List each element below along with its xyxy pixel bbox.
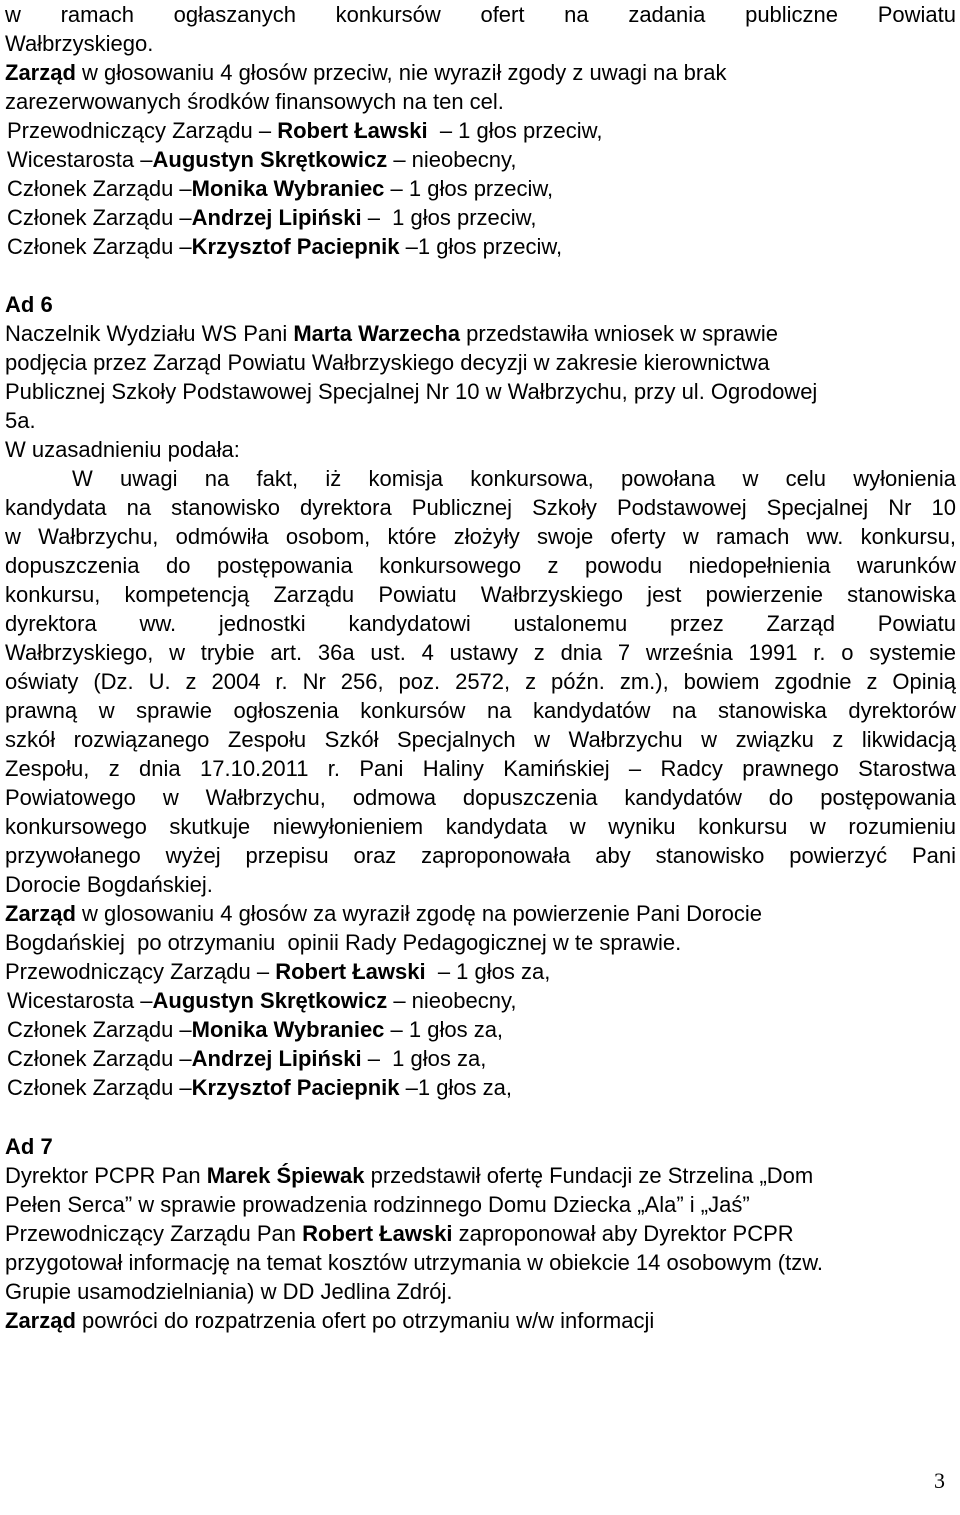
vote-line [5, 957, 550, 986]
vote-result: –1 głos za, [399, 1075, 513, 1100]
text-line: Dyrektor PCPR Pan Marek Śpiewak przedstawił ofertę Fundacji ze Strzelina „Dom [5, 1163, 814, 1188]
text-line: w ramach ogłaszanych konkursów ofert na zadania publiczne Powiatu [5, 2, 956, 27]
section-heading: Ad 6 [5, 292, 53, 317]
paragraph-line: szkół rozwiązanego Zespołu Szkół Specjalnych w Wałbrzychu w związku z likwidacją [5, 727, 956, 752]
decision-text: w głosowaniu 4 głosów przeciw, nie wyraził zgody z uwagi na brak [75, 60, 727, 85]
vote-member: Krzysztof Paciepnik [191, 1075, 400, 1100]
vote-member: Augustyn Skrętkowicz [152, 988, 388, 1013]
vote-line [7, 232, 562, 261]
vote-member: Augustyn Skrętkowicz [152, 147, 388, 172]
vote-role: Członek Zarządu – [7, 1075, 192, 1100]
decision-line: Bogdańskiej po otrzymaniu opinii Rady Pedagogicznej w te sprawie. [5, 930, 682, 955]
paragraph-line: przywołanego wyżej przepisu oraz zaproponowała aby stanowisko powierzyć Pani [5, 843, 956, 868]
text-line: Wałbrzyskiego. [5, 31, 154, 56]
vote-result: – 1 głos przeciw, [361, 205, 537, 230]
vote-line [7, 203, 536, 232]
board-label: Zarząd [5, 60, 76, 85]
paragraph-line: Zespołu, z dnia 17.10.2011 r. Pani Haliny Kamińskiej – Radcy prawnego Starostwa [5, 756, 956, 781]
vote-role: Członek Zarządu – [7, 205, 192, 230]
section-heading: Ad 7 [5, 1134, 53, 1159]
vote-member: Andrzej Lipiński [191, 205, 362, 230]
vote-line [7, 1073, 512, 1102]
text-line: przygotował informację na temat kosztów utrzymania w obiekcie 14 osobowym (tzw. [5, 1250, 824, 1275]
text-line: zarezerwowanych środków finansowych na ten cel. [5, 89, 504, 114]
paragraph-line: konkursowego skutkuje niewyłonieniem kandydata w wyniku konkursu w rozumieniu [5, 814, 956, 839]
text-line: W uzasadnieniu podała: [5, 437, 240, 462]
paragraph-line: kandydata na stanowisko dyrektora Publicznej Szkoły Podstawowej Specjalnej Nr 10 [5, 495, 956, 520]
vote-role: Członek Zarządu – [7, 176, 192, 201]
vote-line [7, 174, 553, 203]
decision-line [5, 58, 726, 87]
vote-result: – 1 głos za, [361, 1046, 487, 1071]
vote-member: Robert Ławski [275, 959, 426, 984]
vote-result: –1 głos przeciw, [399, 234, 563, 259]
vote-member: Krzysztof Paciepnik [191, 234, 400, 259]
paragraph-line: w Wałbrzychu, odmówiła osobom, które złożyły swoje oferty w ramach ww. konkursu, [5, 524, 956, 549]
text-line: Naczelnik Wydziału WS Pani Marta Warzecha przedstawiła wniosek w sprawie [5, 321, 778, 346]
decision-line: Zarząd w glosowaniu 4 głosów za wyraził zgodę na powierzenie Pani Dorocie [5, 901, 762, 926]
vote-result: – 1 głos przeciw, [427, 118, 603, 143]
decision-line: Zarząd powróci do rozpatrzenia ofert po otrzymaniu w/w informacji [5, 1308, 655, 1333]
vote-result: – 1 głos przeciw, [384, 176, 554, 201]
vote-role: Członek Zarządu – [7, 234, 192, 259]
text-line: Publicznej Szkoły Podstawowej Specjalnej Nr 10 w Wałbrzychu, przy ul. Ogrodowej [5, 379, 818, 404]
page-number: 3 [934, 1468, 945, 1493]
board-label: Zarząd [5, 901, 76, 926]
vote-member: Robert Ławski [277, 118, 428, 143]
vote-role: Wicestarosta – [7, 988, 153, 1013]
text-line: podjęcia przez Zarząd Powiatu Wałbrzyskiego decyzji w zakresie kierownictwa [5, 350, 770, 375]
vote-result: – 1 głos za, [384, 1017, 504, 1042]
paragraph-line: konkursu, kompetencją Zarządu Powiatu Wałbrzyskiego jest powierzenie stanowiska [5, 582, 956, 607]
paragraph-line: dopuszczenia do postępowania konkursowego z powodu niedopełnienia warunków [5, 553, 956, 578]
text-line: 5a. [5, 408, 36, 433]
paragraph-line: dyrektora ww. jednostki kandydatowi ustalonemu przez Zarząd Powiatu [5, 611, 956, 636]
vote-member: Monika Wybraniec [191, 176, 385, 201]
vote-role: Wicestarosta – [7, 147, 153, 172]
vote-member: Andrzej Lipiński [191, 1046, 362, 1071]
text-line: Grupie usamodzielniania) w DD Jedlina Zdrój. [5, 1279, 453, 1304]
text-line: Przewodniczący Zarządu Pan Robert Ławski zaproponował aby Dyrektor PCPR [5, 1221, 794, 1246]
paragraph-line: Wałbrzyskiego, w trybie art. 36a ust. 4 ustawy z dnia 7 września 1991 r. o systemie [5, 640, 956, 665]
board-label: Zarząd [5, 1308, 76, 1333]
paragraph-line: Dorocie Bogdańskiej. [5, 872, 213, 897]
vote-line [7, 1015, 503, 1044]
vote-role: Członek Zarządu – [7, 1046, 192, 1071]
paragraph-line: W uwagi na fakt, iż komisja konkursowa, powołana w celu wyłonienia [72, 466, 956, 491]
vote-result: – nieobecny, [387, 988, 517, 1013]
presenter-name: Marta Warzecha [293, 321, 461, 346]
chair-name: Robert Ławski [302, 1221, 453, 1246]
vote-result: – 1 głos za, [425, 959, 551, 984]
vote-member: Monika Wybraniec [191, 1017, 385, 1042]
vote-line [7, 116, 602, 145]
paragraph-line: Powiatowego w Wałbrzychu, odmowa dopuszczenia kandydatów do postępowania [5, 785, 956, 810]
vote-line [7, 145, 516, 174]
vote-role: Członek Zarządu – [7, 1017, 192, 1042]
vote-result: – nieobecny, [387, 147, 517, 172]
presenter-name: Marek Śpiewak [206, 1163, 365, 1188]
vote-line [7, 1044, 486, 1073]
vote-role: Przewodniczący Zarządu – [7, 118, 278, 143]
vote-role: Przewodniczący Zarządu – [5, 959, 276, 984]
text-line: Pełen Serca” w sprawie prowadzenia rodzinnego Domu Dziecka „Ala” i „Jaś” [5, 1192, 750, 1217]
paragraph-line: prawną w sprawie ogłoszenia konkursów na kandydatów na stanowiska dyrektorów [5, 698, 956, 723]
paragraph-line: oświaty (Dz. U. z 2004 r. Nr 256, poz. 2572, z późn. zm.), bowiem zgodnie z Opinią [5, 669, 956, 694]
vote-line [7, 986, 516, 1015]
